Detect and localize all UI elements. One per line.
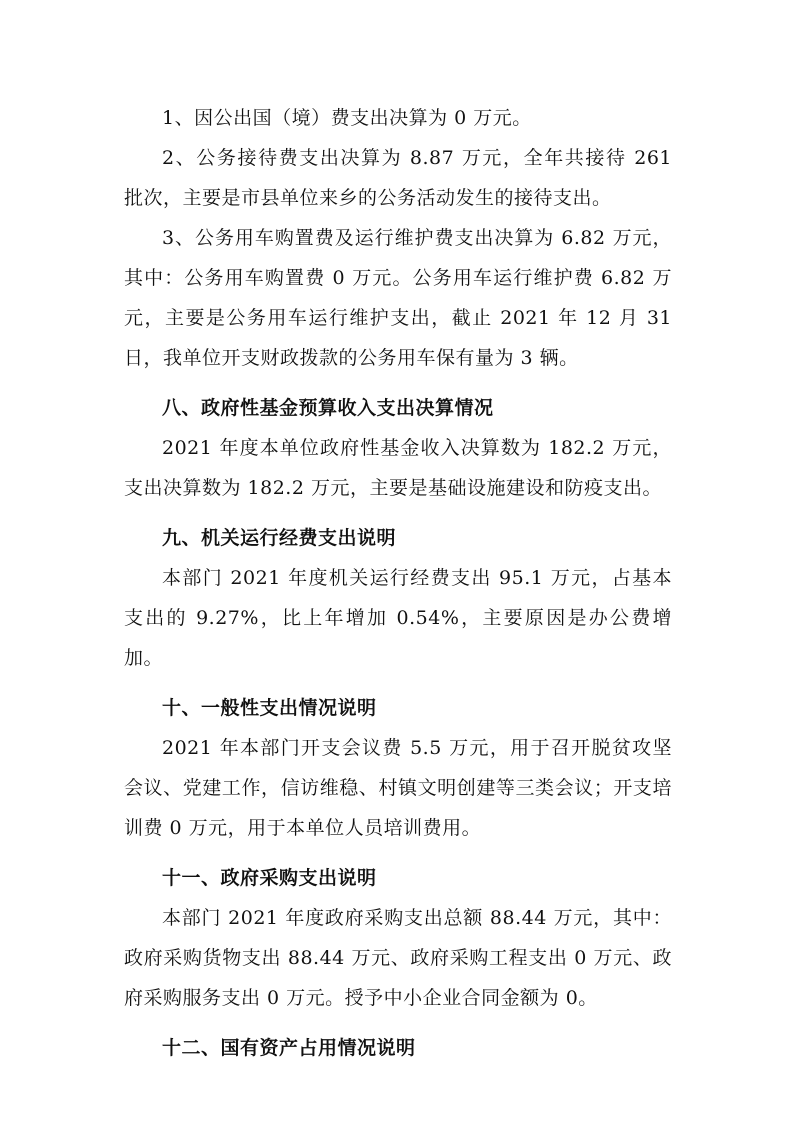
section-body-general-expense: 2021 年本部门开支会议费 5.5 万元，用于召开脱贫攻坚会议、党建工作，信访维稳、村镇文明创建等三类会议；开支培训费 0 万元，用于本单位人员培训费用。 [124,737,672,839]
section-heading-government-fund: 八、政府性基金预算收入支出决算情况 [162,397,494,419]
section-body-government-fund: 2021 年度本单位政府性基金收入决算数为 182.2 万元，支出决算数为 182.2 万元，主要是基础设施建设和防疫支出。 [124,437,672,499]
section-heading-general-expense: 十、一般性支出情况说明 [162,697,377,719]
section-body-procurement: 本部门 2021 年度政府采购支出总额 88.44 万元，其中：政府采购货物支出 88.44 万元、政府采购工程支出 0 万元、政府采购服务支出 0 万元。授予中小企业合同金额为 0。 [124,907,672,1009]
section-heading-procurement: 十一、政府采购支出说明 [162,867,377,889]
section-body-operating-expense: 本部门 2021 年度机关运行经费支出 95.1 万元，占基本支出的 9.27%，比上年增加 0.54%，主要原因是办公费增加。 [124,567,672,669]
document-body [124,98,672,1068]
section-heading-operating-expense: 九、机关运行经费支出说明 [162,527,397,549]
paragraph-vehicle-expense: 3、公务用车购置费及运行维护费支出决算为 6.82 万元，其中：公务用车购置费 0 万元。公务用车运行维护费 6.82 万元，主要是公务用车运行维护支出，截止 2021 年 12 月 31 日，我单位开支财政拨款的公务用车保有量为 3 辆。 [124,227,672,369]
paragraph-outbound-travel: 1、因公出国（境）费支出决算为 0 万元。 [162,107,532,129]
section-heading-state-assets: 十二、国有资产占用情况说明 [162,1037,416,1059]
paragraph-reception-expense: 2、公务接待费支出决算为 8.87 万元，全年共接待 261 批次，主要是市县单位来乡的公务活动发生的接待支出。 [124,147,672,209]
